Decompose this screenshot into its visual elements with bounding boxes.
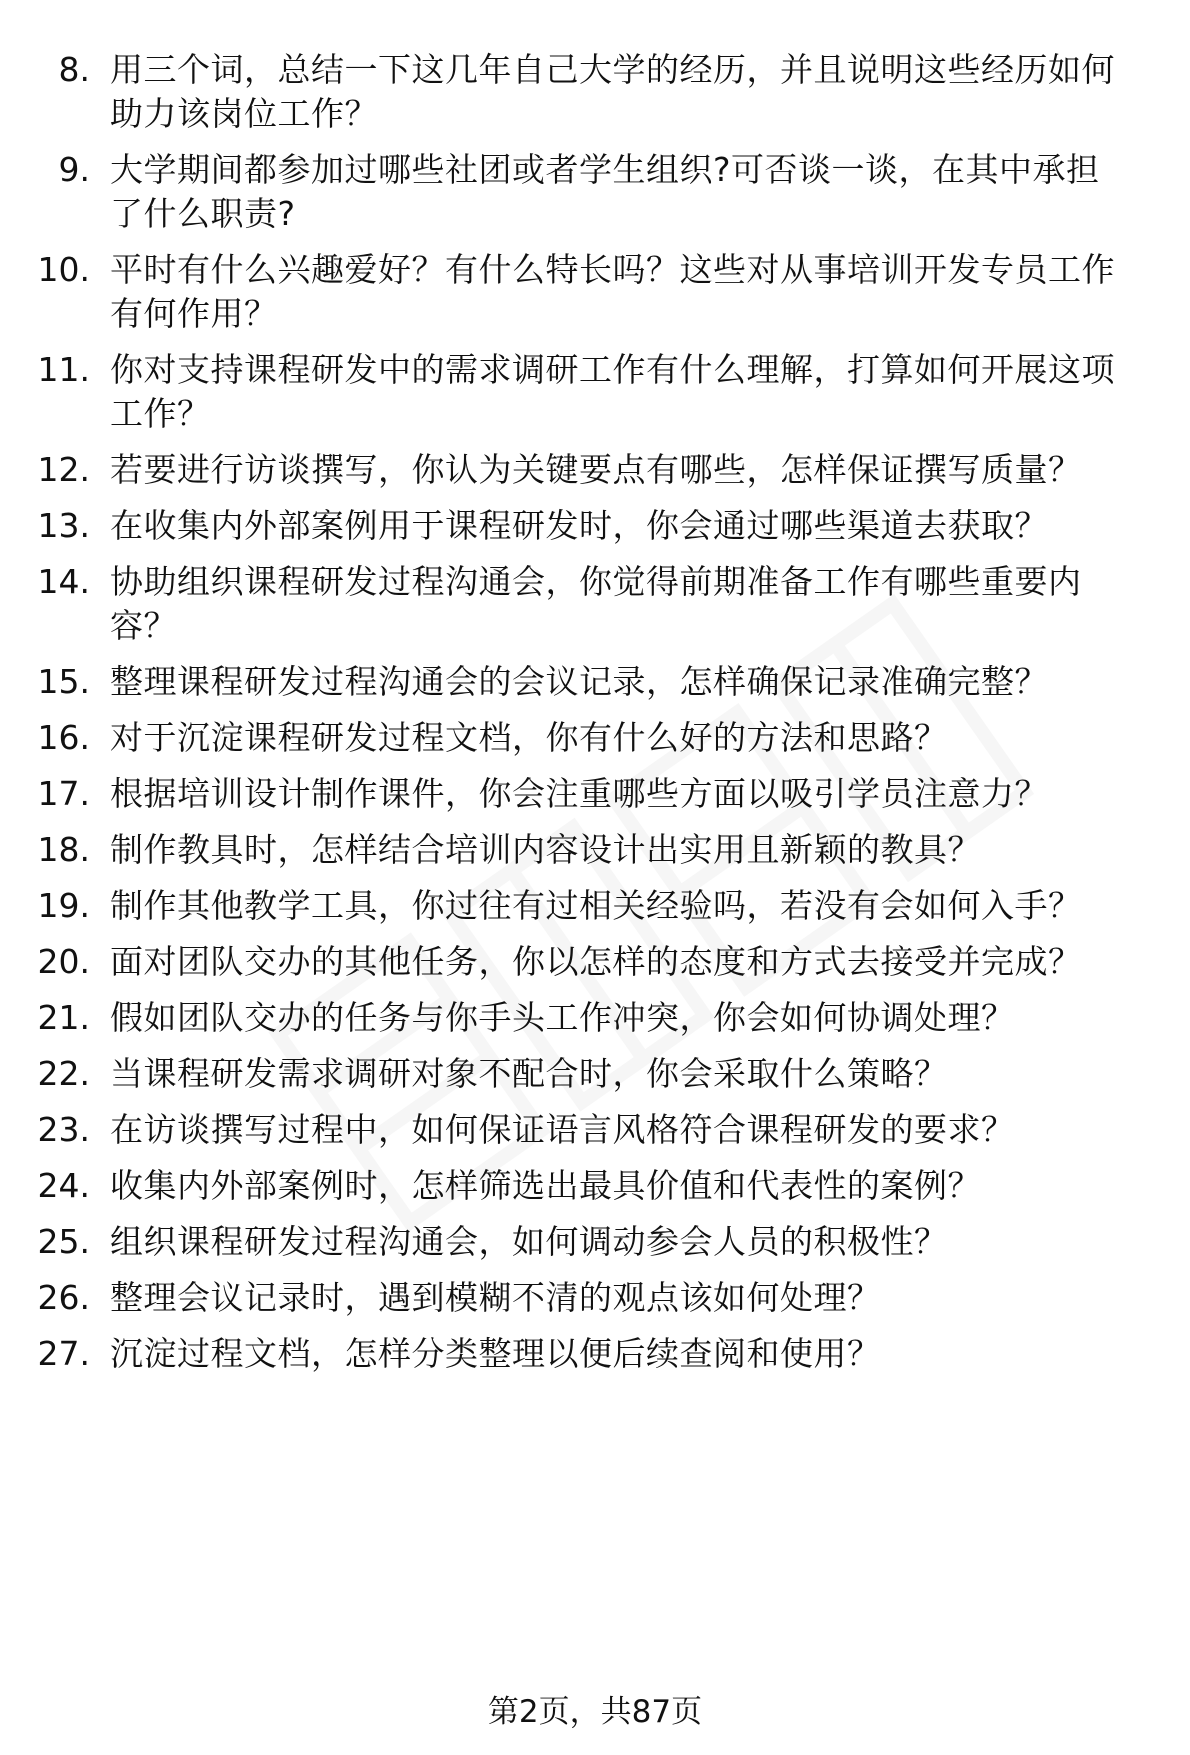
- question-text: 收集内外部案例时，怎样筛选出最具价值和代表性的案例？: [110, 1166, 981, 1205]
- question-text: 整理课程研发过程沟通会的会议记录，怎样确保记录准确完整？: [110, 662, 1048, 701]
- question-item: [0, 1052, 1190, 1096]
- question-text: 协助组织课程研发过程沟通会，你觉得前期准备工作有哪些重要内容？: [110, 562, 1082, 645]
- question-number: 25.: [37, 1222, 90, 1261]
- question-text: 整理会议记录时，遇到模糊不清的观点该如何处理？: [110, 1278, 881, 1317]
- question-number: 20.: [37, 942, 90, 981]
- question-text: 大学期间都参加过哪些社团或者学生组织?可否谈一谈，在其中承担了什么职责?: [110, 150, 1100, 233]
- question-number: 15.: [37, 662, 90, 701]
- question-item: [0, 448, 1190, 492]
- question-item: [0, 716, 1190, 760]
- question-item: [0, 940, 1190, 984]
- question-number: 16.: [37, 718, 90, 757]
- question-text: 当课程研发需求调研对象不配合时，你会采取什么策略？: [110, 1054, 948, 1093]
- question-item: [0, 772, 1190, 816]
- question-number: 14.: [37, 562, 90, 601]
- question-item: [0, 560, 1190, 648]
- question-number: 24.: [37, 1166, 90, 1205]
- question-item: [0, 1164, 1190, 1208]
- question-number: 10.: [37, 250, 90, 289]
- question-number: 27.: [37, 1334, 90, 1373]
- question-text: 在访谈撰写过程中，如何保证语言风格符合课程研发的要求？: [110, 1110, 1015, 1149]
- question-number: 19.: [37, 886, 90, 925]
- question-item: [0, 48, 1190, 136]
- question-text: 沉淀过程文档，怎样分类整理以便后续查阅和使用？: [110, 1334, 881, 1373]
- question-number: 9.: [58, 150, 90, 189]
- question-text: 对于沉淀课程研发过程文档，你有什么好的方法和思路？: [110, 718, 948, 757]
- question-list: [0, 48, 1190, 1388]
- question-item: [0, 884, 1190, 928]
- question-text: 制作教具时，怎样结合培训内容设计出实用且新颖的教具？: [110, 830, 981, 869]
- question-item: [0, 1332, 1190, 1376]
- question-item: [0, 1220, 1190, 1264]
- question-number: 17.: [37, 774, 90, 813]
- question-text: 若要进行访谈撰写，你认为关键要点有哪些，怎样保证撰写质量？: [110, 450, 1082, 489]
- page-footer: 第2页，共87页: [487, 1694, 703, 1730]
- question-number: 13.: [37, 506, 90, 545]
- question-number: 22.: [37, 1054, 90, 1093]
- question-item: [0, 660, 1190, 704]
- question-number: 8.: [58, 50, 90, 89]
- question-item: [0, 348, 1190, 436]
- question-item: [0, 996, 1190, 1040]
- question-number: 21.: [37, 998, 90, 1037]
- question-text: 组织课程研发过程沟通会，如何调动参会人员的积极性？: [110, 1222, 948, 1261]
- question-number: 18.: [37, 830, 90, 869]
- question-number: 11.: [37, 350, 90, 389]
- question-text: 在收集内外部案例用于课程研发时，你会通过哪些渠道去获取？: [110, 506, 1048, 545]
- question-text: 制作其他教学工具，你过往有过相关经验吗，若没有会如何入手？: [110, 886, 1082, 925]
- question-item: [0, 504, 1190, 548]
- question-item: [0, 148, 1190, 236]
- question-number: 23.: [37, 1110, 90, 1149]
- question-text: 面对团队交办的其他任务，你以怎样的态度和方式去接受并完成？: [110, 942, 1082, 981]
- question-number: 12.: [37, 450, 90, 489]
- question-text: 假如团队交办的任务与你手头工作冲突，你会如何协调处理？: [110, 998, 1015, 1037]
- question-text: 平时有什么兴趣爱好？有什么特长吗？这些对从事培训开发专员工作有何作用？: [110, 250, 1115, 333]
- question-text: 用三个词，总结一下这几年自己大学的经历，并且说明这些经历如何助力该岗位工作？: [110, 50, 1115, 133]
- question-item: [0, 1108, 1190, 1152]
- question-number: 26.: [37, 1278, 90, 1317]
- question-item: [0, 1276, 1190, 1320]
- question-item: [0, 248, 1190, 336]
- question-text: 你对支持课程研发中的需求调研工作有什么理解，打算如何开展这项工作？: [110, 350, 1115, 433]
- question-item: [0, 828, 1190, 872]
- question-text: 根据培训设计制作课件，你会注重哪些方面以吸引学员注意力？: [110, 774, 1048, 813]
